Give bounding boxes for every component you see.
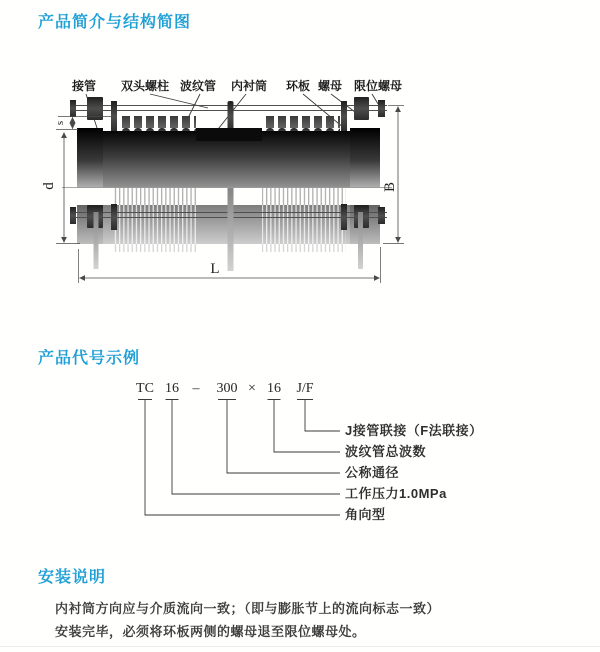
callout-diameter: 公称通径 <box>345 465 400 480</box>
code-part-dash: – <box>192 381 200 396</box>
dim-d-label: d <box>41 182 57 190</box>
pipe-end-right <box>350 128 380 188</box>
label-pipe: 接管 <box>71 79 97 93</box>
washer-left <box>70 100 76 117</box>
center-stud-top <box>228 101 234 132</box>
stud-bottom-left <box>94 212 99 269</box>
stud-bottom-center <box>228 188 234 271</box>
label-stud: 双头螺柱 <box>120 79 170 93</box>
bellows-convolutions-left <box>118 116 196 132</box>
section-title-intro: 产品简介与结构简图 <box>38 14 192 31</box>
install-instruction-1: 内衬筒方向应与介质流向一致；（即与膨胀节上的流向标志一致） <box>55 601 441 616</box>
code-part-waves: 16 <box>267 381 281 396</box>
label-ring-plate: 环板 <box>285 79 311 93</box>
code-part-pressure: 16 <box>165 381 179 396</box>
limit-nut-right <box>378 100 385 117</box>
bellows-body-bottom <box>70 188 387 271</box>
bellows-convolutions-right <box>262 116 340 132</box>
code-part-type: TC <box>136 381 154 396</box>
dimension-d <box>41 133 80 244</box>
code-example-diagram <box>0 368 600 533</box>
install-instruction-2: 安装完毕，必须将环板两侧的螺母退至限位螺母处。 <box>55 624 366 639</box>
section-title-install: 安装说明 <box>38 569 107 586</box>
label-bellows: 波纹管 <box>179 79 217 93</box>
nut-right <box>354 97 369 120</box>
label-liner: 内衬筒 <box>230 79 268 93</box>
stud-bottom-right <box>358 212 363 269</box>
pipe-end-left <box>77 128 103 188</box>
page-bottom-rule <box>0 646 600 647</box>
label-nut: 螺母 <box>317 79 343 93</box>
code-part-connection: J/F <box>296 381 314 396</box>
dimension-b <box>382 106 404 244</box>
code-callout-lines <box>145 400 340 516</box>
callout-pressure: 工作压力1.0MPa <box>345 486 447 501</box>
label-limit-nut: 限位螺母 <box>353 79 403 93</box>
callout-type: 角向型 <box>345 507 386 522</box>
dim-b-label: B <box>382 181 398 193</box>
dim-s-label: s <box>54 120 66 126</box>
dimension-s <box>54 117 112 130</box>
callout-waves: 波纹管总波数 <box>345 444 427 459</box>
callout-connection: J接管联接（F法联接） <box>345 423 483 438</box>
ring-plate-right <box>341 101 347 132</box>
code-part-diameter: 300 <box>216 381 238 396</box>
dim-l-label: L <box>210 261 220 277</box>
structure-diagram <box>30 60 470 290</box>
code-part-times: × <box>248 381 256 396</box>
liner-band <box>196 128 262 141</box>
section-title-code: 产品代号示例 <box>38 350 141 367</box>
